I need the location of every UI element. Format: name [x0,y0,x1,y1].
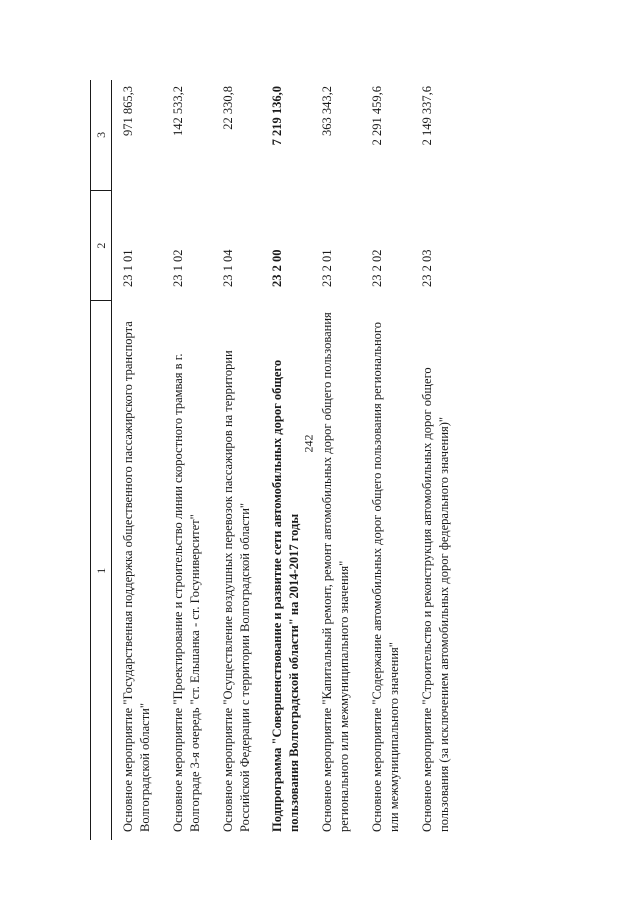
row-amount: 363 343,2 [320,86,335,136]
table-row [212,80,262,840]
row-name: Основное мероприятие "Строительство и реконструкция автомобильных дорог общего пользования (за исключением автомобильных дорог федерального значения)" [419,367,451,832]
row-code: 23 2 03 [419,249,434,287]
row-amount: 22 330,8 [220,86,235,130]
row-amount: 2 149 337,6 [419,86,434,146]
row-name: Основное мероприятие "Капитальный ремонт, ремонт автомобильных дорог общего пользования регионального или межмуниципального значения" [320,312,352,832]
row-code: 23 1 01 [121,249,136,287]
row-amount: 7 219 136,0 [270,86,285,146]
row-code: 23 2 02 [369,249,384,287]
row-name: Основное мероприятие "Государственная поддержка общественного пассажирского транспорта Волгоградской области" [121,321,153,832]
row-code: 23 2 01 [320,249,335,287]
table-row-subprogram [261,80,311,840]
row-amount: 2 291 459,6 [369,86,384,146]
table-row [311,80,361,840]
row-code: 23 1 02 [170,249,185,287]
table-row [112,80,162,840]
budget-table-rotated [90,80,570,840]
table-row [361,80,411,840]
header-row [91,80,112,840]
column-header-2: 2 [91,190,112,301]
row-amount: 142 533,2 [170,86,185,136]
page-number: 242 [301,434,316,453]
row-name: Основное мероприятие "Осуществление воздушных перевозок пассажиров на территории Российской Федерации с территории Волгоградской области" [220,350,252,832]
row-name: Основное мероприятие "Проектирование и строительство линии скоростного трамвая в г. Волгограде 3-я очередь "ст. Ельшанка - ст. Госуниверситет" [170,353,202,832]
column-header-3: 3 [91,80,112,190]
row-name: Подпрограмма "Совершенствование и развитие сети автомобильных дорог общего пользования Волгоградской области" на 2014-2017 годы [270,359,302,832]
row-code: 23 1 04 [220,249,235,287]
row-name: Основное мероприятие "Содержание автомобильных дорог общего пользования регионального или межмуниципального значения" [369,322,401,832]
row-amount: 971 865,3 [121,86,136,136]
column-header-1: 1 [91,301,112,840]
row-code: 23 2 00 [270,249,285,287]
table-row [162,80,212,840]
table-row [411,80,461,840]
budget-table [90,80,460,840]
